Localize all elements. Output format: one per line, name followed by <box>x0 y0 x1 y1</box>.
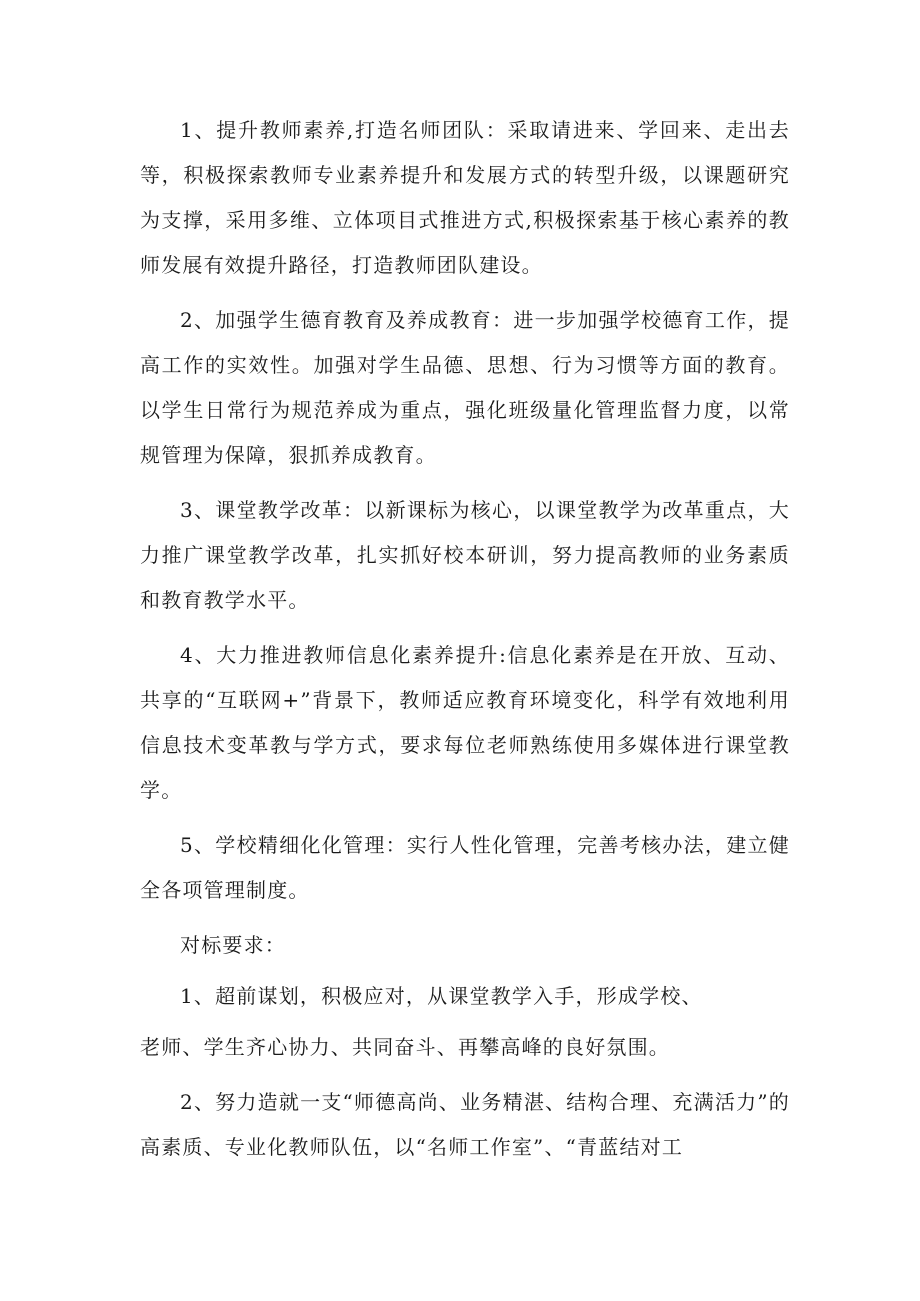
document-body <box>140 108 790 1180</box>
paragraph-requirement-1b: 老师、学生齐心协力、共同奋斗、再攀高峰的良好氛围。 <box>140 1035 670 1059</box>
paragraph-requirement-2: 2、努力造就一支“师德高尚、业务精湛、结构合理、充满活力”的高素质、专业化教师队伍，以“名师工作室”、“青蓝结对工 <box>140 1090 790 1159</box>
paragraph-benchmark-heading: 对标要求： <box>180 933 286 957</box>
paragraph-school-management: 5、学校精细化化管理：实行人性化管理，完善考核办法，建立健全各项管理制度。 <box>140 833 790 902</box>
paragraph-moral-education: 2、加强学生德育教育及养成教育：进一步加强学校德育工作，提高工作的实效性。加强对学生品德、思想、行为习惯等方面的教育。以学生日常行为规范养成为重点，强化班级量化管理监督力度，以常规管理为保障，狠抓养成教育。 <box>140 308 790 467</box>
paragraph-teacher-quality: 1、提升教师素养,打造名师团队：采取请进来、学回来、走出去等，积极探索教师专业素养提升和发展方式的转型升级，以课题研究为支撑，采用多维、立体项目式推进方式,积极探索基于核心素养的教师发展有效提升路径，打造教师团队建设。 <box>140 118 790 277</box>
paragraph-classroom-reform: 3、课堂教学改革：以新课标为核心，以课堂教学为改革重点，大力推广课堂教学改革，扎实抓好校本研训，努力提高教师的业务素质和教育教学水平。 <box>140 498 790 612</box>
paragraph-requirement-1a: 1、超前谋划，积极应对，从课堂教学入手，形成学校、 <box>180 984 703 1008</box>
paragraph-information-literacy: 4、大力推进教师信息化素养提升:信息化素养是在开放、互动、共享的“互联网+”背景下，教师适应教育环境变化，科学有效地利用信息技术变革教与学方式，要求每位老师熟练使用多媒体进行课堂教学。 <box>140 643 790 802</box>
